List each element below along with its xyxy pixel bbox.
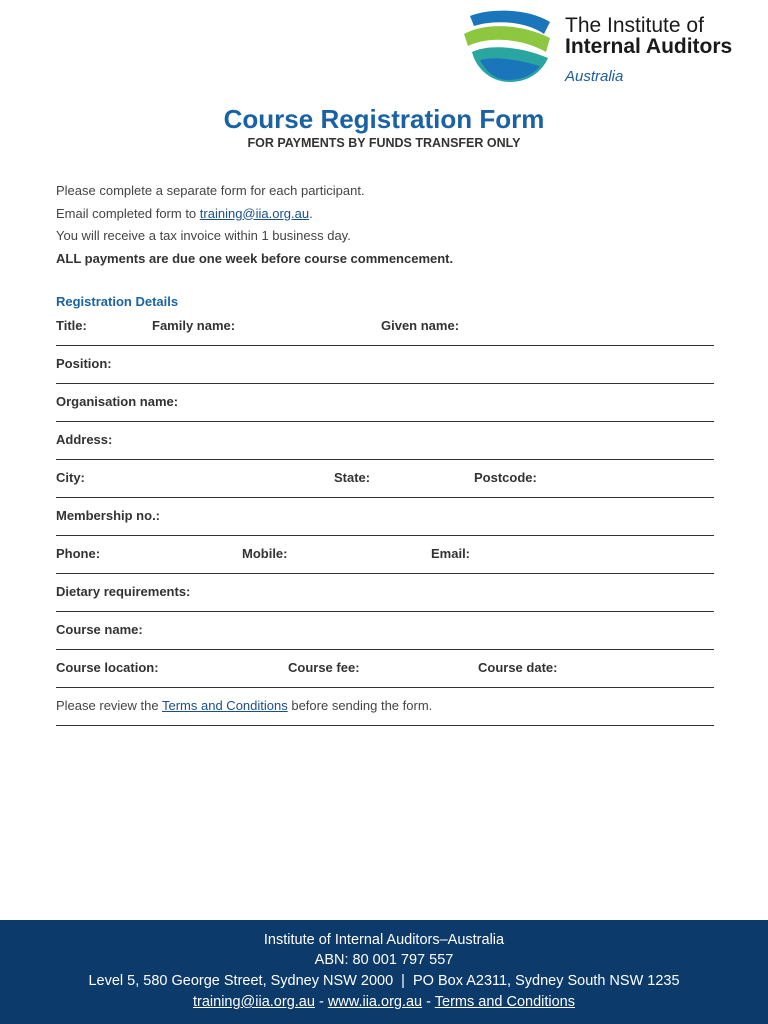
terms-link[interactable]: Terms and Conditions xyxy=(162,698,288,713)
payment-emphasis: ALL xyxy=(56,250,82,266)
intro-line xyxy=(56,248,716,271)
review-suffix: before sending the form. xyxy=(287,698,433,713)
payment-note: payments are due one week before course commencement. xyxy=(81,250,454,266)
course-name-label: Course name: xyxy=(56,622,143,637)
postcode-label: Postcode: xyxy=(474,470,537,485)
footer-email-link[interactable]: training@iia.org.au xyxy=(193,994,315,1010)
organisation-label: Organisation name: xyxy=(56,394,179,409)
membership-row[interactable] xyxy=(56,498,714,536)
membership-label: Membership no.: xyxy=(56,508,161,523)
course-location-label: Course location: xyxy=(56,660,159,675)
page-subtitle: FOR PAYMENTS BY FUNDS TRANSFER ONLY xyxy=(247,136,521,150)
footer-org-name: Institute of Internal Auditors–Australia xyxy=(263,932,505,948)
logo-text-line1: The Institute of xyxy=(565,14,704,37)
footer-terms-link[interactable]: Terms and Conditions xyxy=(434,994,575,1010)
course-details-row[interactable] xyxy=(56,650,714,688)
city-row[interactable] xyxy=(56,460,714,498)
footer xyxy=(0,920,768,1024)
dietary-row[interactable] xyxy=(56,574,714,612)
footer-address: Level 5, 580 George Street, Sydney NSW 2000 | PO Box A2311, Sydney South NSW 1235 xyxy=(88,973,680,989)
footer-website-link[interactable]: www.iia.org.au xyxy=(327,994,423,1010)
address-label: Address: xyxy=(56,432,113,447)
page-title: Course Registration Form xyxy=(223,104,545,134)
registration-details-heading: Registration Details xyxy=(56,294,179,309)
logo-text-line3: Australia xyxy=(565,68,624,85)
intro-line xyxy=(56,203,716,226)
address-row[interactable] xyxy=(56,422,714,460)
given-name-label: Given name: xyxy=(381,318,460,333)
course-fee-label: Course fee: xyxy=(288,660,360,675)
title-label: Title: xyxy=(56,318,87,333)
city-label: City: xyxy=(56,470,85,485)
intro-line: Please complete a separate form for each participant. xyxy=(56,183,365,198)
footer-separator: - xyxy=(314,994,328,1010)
position-row[interactable] xyxy=(56,346,714,384)
footer-separator: - xyxy=(422,994,435,1010)
footer-abn: ABN: 80 001 797 557 xyxy=(314,952,454,968)
course-date-label: Course date: xyxy=(478,660,558,675)
mobile-label: Mobile: xyxy=(242,546,288,561)
intro-text xyxy=(56,180,716,270)
dietary-label: Dietary requirements: xyxy=(56,584,191,599)
intro-email-suffix: . xyxy=(309,205,313,221)
review-row xyxy=(56,688,714,726)
family-name-label: Family name: xyxy=(152,318,236,333)
organisation-row[interactable] xyxy=(56,384,714,422)
name-row[interactable] xyxy=(56,308,714,346)
globe-icon xyxy=(462,8,554,84)
iia-logo xyxy=(462,8,762,88)
logo-text-line2: Internal Auditors xyxy=(565,35,733,58)
email-label: Email: xyxy=(431,546,471,561)
state-label: State: xyxy=(334,470,371,485)
intro-line: You will receive a tax invoice within 1 business day. xyxy=(56,228,351,243)
review-prefix: Please review the xyxy=(56,698,162,713)
registration-form xyxy=(56,308,714,726)
course-name-row[interactable] xyxy=(56,612,714,650)
review-note xyxy=(56,698,432,713)
position-label: Position: xyxy=(56,356,112,371)
intro-email-prefix: Email completed form to xyxy=(56,205,200,221)
contact-row[interactable] xyxy=(56,536,714,574)
footer-links xyxy=(0,994,768,1010)
phone-label: Phone: xyxy=(56,546,101,561)
training-email-link[interactable]: training@iia.org.au xyxy=(199,205,310,221)
